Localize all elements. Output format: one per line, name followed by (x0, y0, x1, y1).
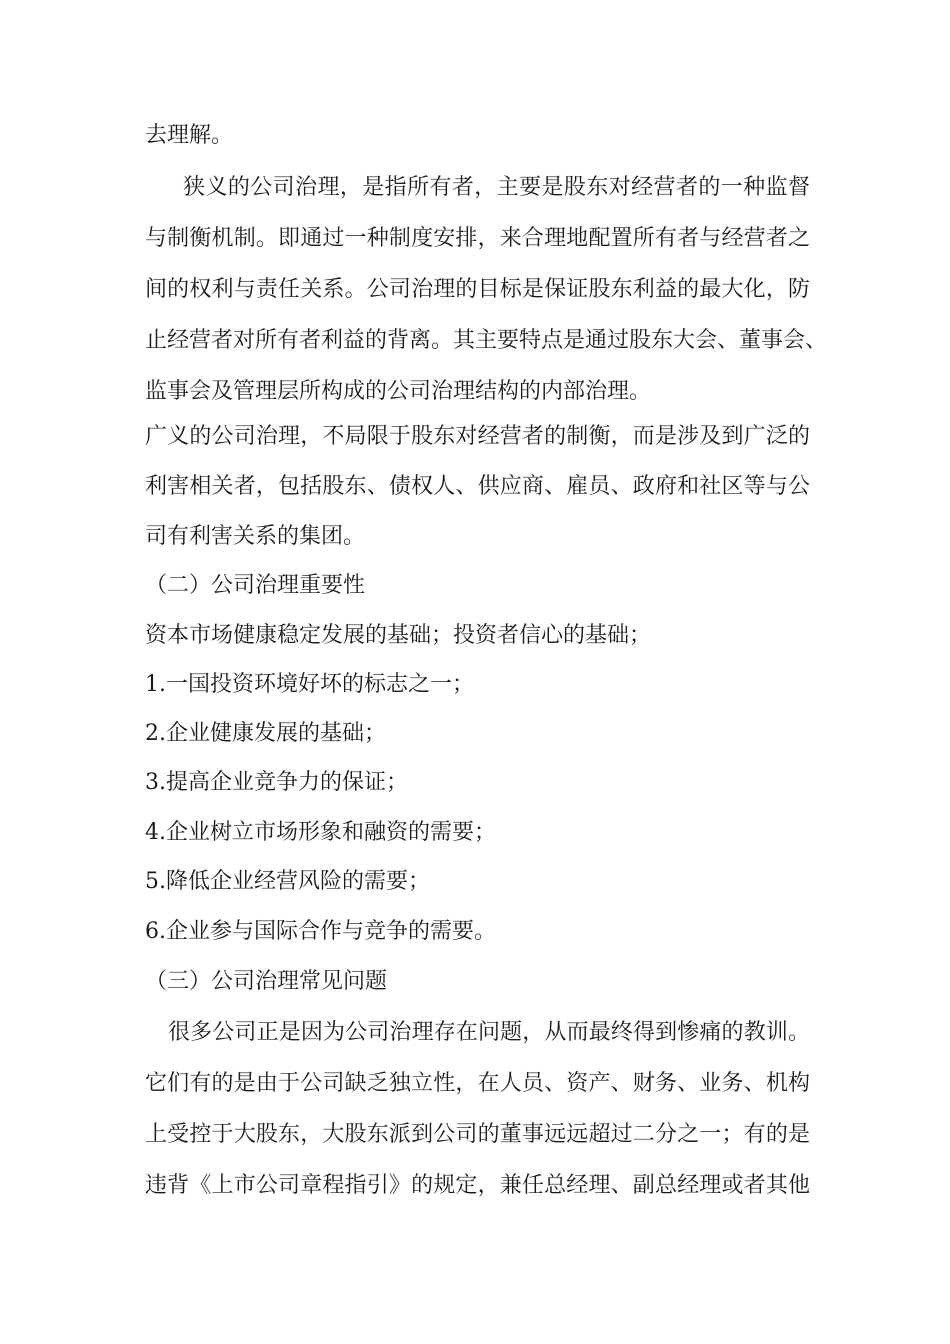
paragraph-line: 很多公司正是因为公司治理存在问题，从而最终得到惨痛的教训。 (168, 1020, 810, 1045)
list-item: 5.降低企业经营风险的需要； (145, 869, 430, 894)
list-item: 4.企业树立市场形象和融资的需要； (145, 820, 496, 845)
paragraph-line: 违背《上市公司章程指引》的规定，兼任总经理、副总经理或者其他 (145, 1173, 810, 1198)
paragraph-line: 利害相关者，包括股东、债权人、供应商、雇员、政府和社区等与公 (145, 474, 810, 499)
section-heading: （三）公司治理常见问题 (145, 969, 388, 994)
list-item: 3.提高企业竞争力的保证； (145, 770, 408, 795)
paragraph-line: 司有利害关系的集团。 (145, 524, 366, 549)
paragraph-line: 去理解。 (145, 123, 234, 148)
paragraph-line: 它们有的是由于公司缺乏独立性，在人员、资产、财务、业务、机构 (145, 1071, 810, 1096)
section-heading: （二）公司治理重要性 (145, 573, 366, 598)
paragraph-line: 狭义的公司治理，是指所有者，主要是股东对经营者的一种监督 (183, 175, 810, 200)
paragraph-line: 与制衡机制。即通过一种制度安排，来合理地配置所有者与经营者之 (145, 226, 810, 251)
list-item: 1.一国投资环境好坏的标志之一； (145, 672, 474, 697)
paragraph-line: 资本市场健康稳定发展的基础；投资者信心的基础； (145, 623, 652, 648)
paragraph-line: 监事会及管理层所构成的公司治理结构的内部治理。 (145, 379, 652, 404)
paragraph-line: 广义的公司治理，不局限于股东对经营者的制衡，而是涉及到广泛的 (145, 424, 810, 449)
paragraph-line: 止经营者对所有者利益的背离。其主要特点是通过股东大会、董事会、 (145, 328, 828, 353)
list-item: 2.企业健康发展的基础； (145, 721, 386, 746)
paragraph-line: 间的权利与责任关系。公司治理的目标是保证股东利益的最大化，防 (145, 277, 810, 302)
list-item: 6.企业参与国际合作与竞争的需要。 (145, 919, 496, 944)
paragraph-line: 上受控于大股东，大股东派到公司的董事远远超过二分之一；有的是 (145, 1122, 810, 1147)
